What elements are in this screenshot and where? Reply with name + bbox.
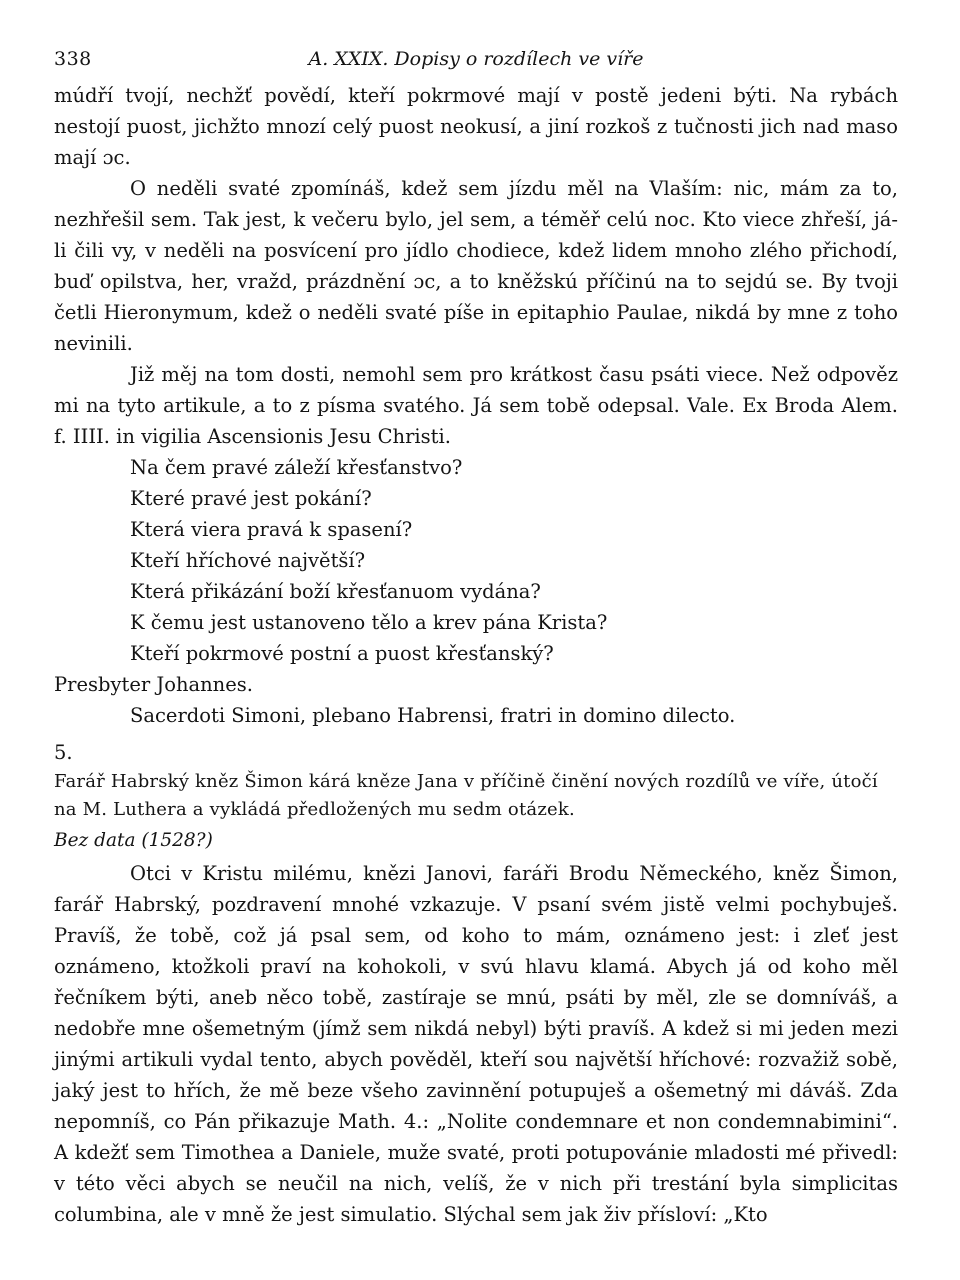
- running-title: A. XXIX. Dopisy o rozdílech ve víře: [308, 48, 644, 70]
- signature: Presbyter Johannes.: [54, 673, 253, 696]
- question-item: Které pravé jest pokání?: [130, 487, 372, 510]
- question-item: Kteří hříchové najvětší?: [130, 549, 366, 572]
- paragraph: múdří tvojí, nechžť povědí, kteří pokrmové mají v postě jedeni býti. Na rybách nestojí puost, jichžto mnozí celý puost neokusí, a jiní rozkoš z tučnosti jich nad maso mají ɔc.: [54, 84, 898, 169]
- paragraph: O neděli svaté zpomínáš, kdež sem jízdu měl na Vlaším: nic, mám za to, nezhřešil sem. Tak jest, k večeru bylo, jel sem, a téměř celú noc. Kto viece zhřeší, já-li čili vy, v neděli na posvícení pro jídlo chodiece, kdež lidem mnoho zlého přichodí, buď opilstva, her, vražd, prázdnění ɔc, a to kněžskú příčinú na to sejdú se. By tvoji četli Hieronymum, kdež o neděli svaté píše in epitaphio Paulae, nikdá by mne z toho nevinili.: [54, 177, 898, 355]
- section-body: Otci v Kristu milému, knězi Janovi, faráři Brodu Německého, kněz Šimon, farář Habrský, pozdravení mnohé vzkazuje. V psaní svém jistě velmi pochybuješ. Pravíš, že tobě, což já psal sem, od koho to mám, oznámeno jest: i zleť jest oznámeno, ktožkoli praví na kohokoli, v svú hlavu klamá. Abych já od koho měl řečníkem býti, aneb něco tobě, zastíraje se mnú, psáti by měl, zle se domníváš, a nedobře mne ošemetným (jímž sem nikdá nebyl) býti pravíš. A kdež si mi jeden mezi jinými artikuli vydal tento, abych pověděl, kteří sou najvětší hříchové: rozvažiž sobě, jaký jest to hřích, že mě beze všeho zavinnění potupuješ a ošemetný mi dáváš. Zda nepomníš, co Pán přikazuje Math. 4.: „Nolite condemnare et non condemnabimini“. A kdežť sem Timothea a Daniele, muže svaté, proti potupovánie mladosti mé přivedl: v této věci abych se neučil na nich, velíš, že v nich při trestání byla simplicitas columbina, ale v mně že jest simulatio. Slýchal sem jak živ přísloví: „Kto: [54, 862, 898, 1226]
- question-list: [54, 452, 898, 669]
- section-heading-line: Farář Habrský kněz Šimon kárá kněze Jana v příčině činění nových rozdílů ve víře, útočí: [54, 771, 878, 792]
- question-item: Na čem pravé záleží křesťanstvo?: [130, 456, 463, 479]
- address-line: Sacerdoti Simoni, plebano Habrensi, fratri in domino dilecto.: [130, 704, 736, 727]
- page-number: 338: [54, 48, 92, 70]
- section-number: 5.: [54, 741, 73, 764]
- question-item: K čemu jest ustanoveno tělo a krev pána Krista?: [130, 611, 608, 634]
- section-date: Bez data (1528?): [54, 830, 213, 851]
- question-item: Která přikázání boží křesťanuom vydána?: [130, 580, 541, 603]
- page-header: [54, 44, 898, 80]
- book-page: [54, 44, 898, 1230]
- section-heading-line: na M. Luthera a vykládá předložených mu sedm otázek.: [54, 799, 575, 820]
- question-item: Kteří pokrmové postní a puost křesťanský?: [130, 642, 554, 665]
- section-heading: [54, 768, 898, 824]
- question-item: Která viera pravá k spasení?: [130, 518, 413, 541]
- paragraph: Již měj na tom dosti, nemohl sem pro krátkost času psáti viece. Než odpověz mi na tyto artikule, a to z písma svatého. Já sem tobě odepsal. Vale. Ex Broda Alem. f. IIII. in vigilia Ascensionis Jesu Christi.: [54, 363, 898, 448]
